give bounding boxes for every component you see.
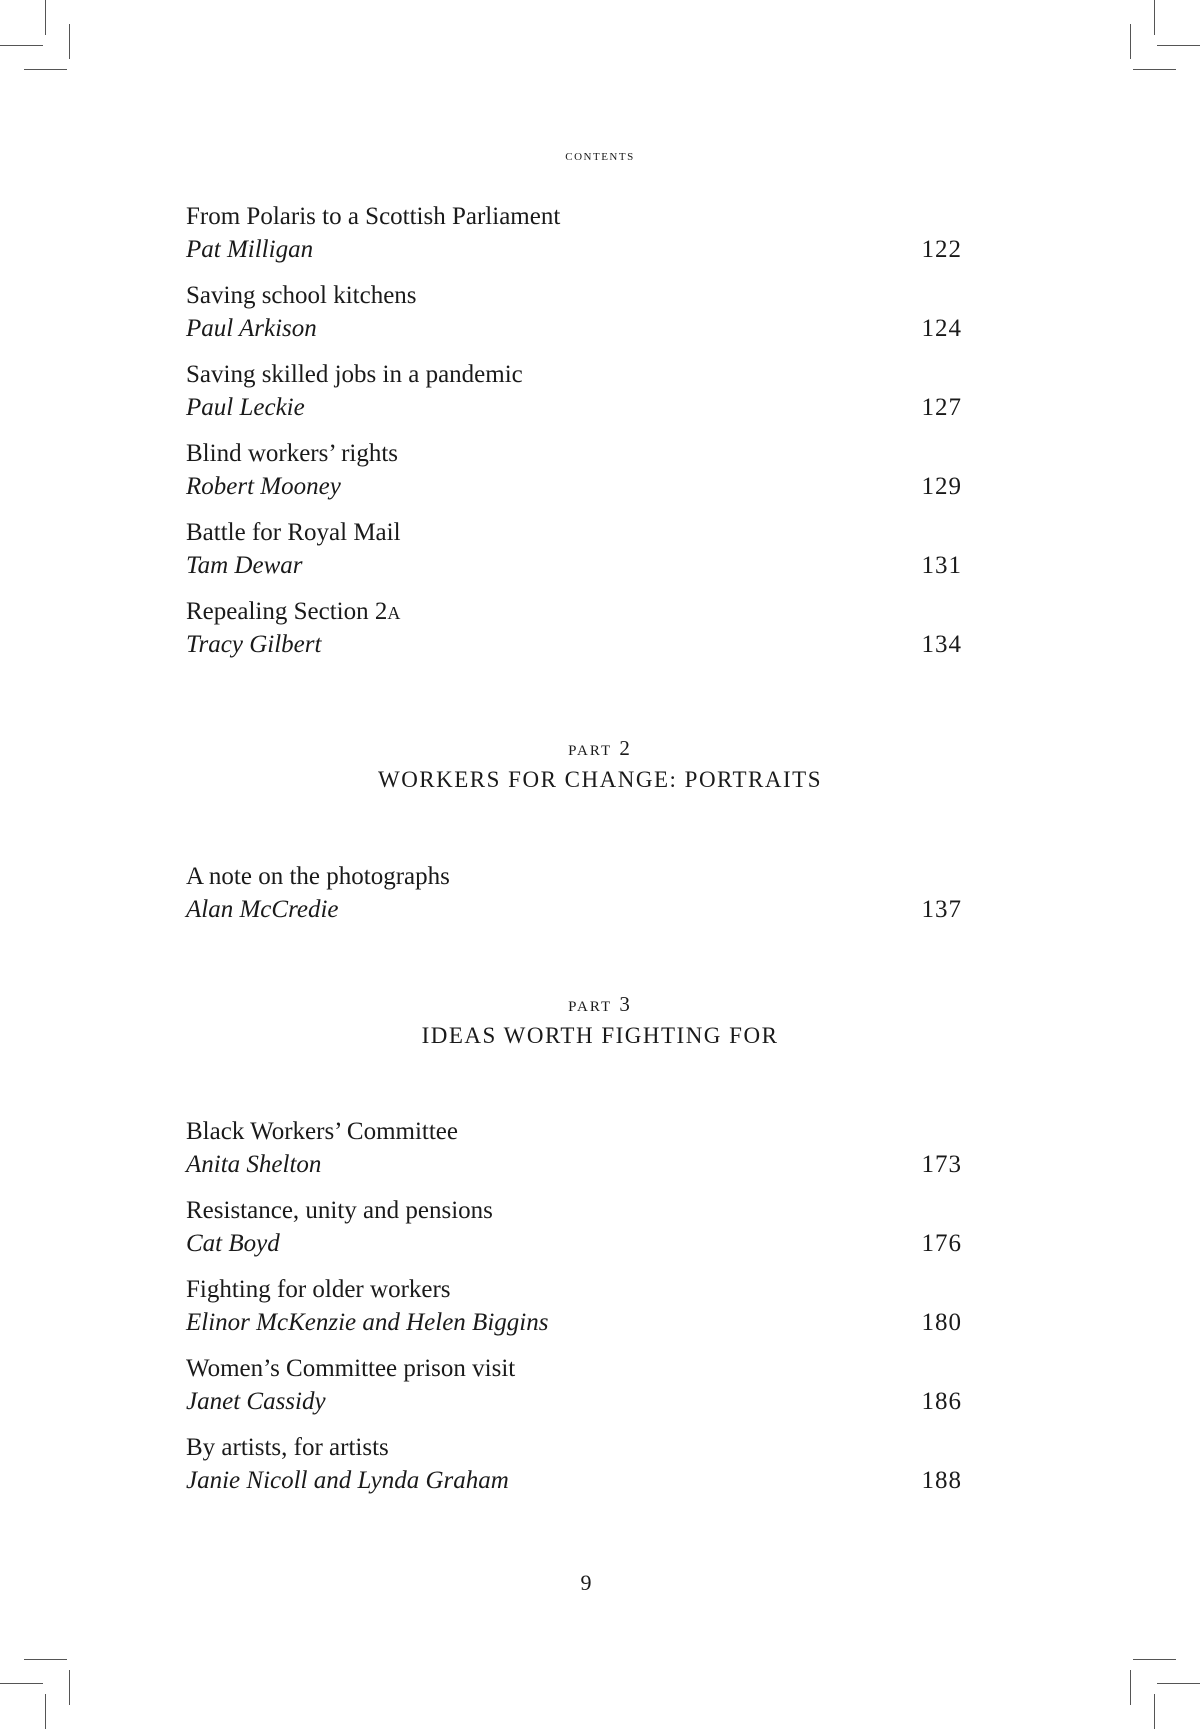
crop-mark [69, 1670, 70, 1705]
entry-author: Cat Boyd [186, 1230, 280, 1257]
entry-title: Women’s Committee prison visit [186, 1355, 516, 1382]
crop-mark [1157, 45, 1200, 46]
crop-mark [0, 45, 43, 46]
page-number-footer: 9 [580, 1570, 592, 1595]
entry-author: Paul Arkison [186, 315, 317, 342]
toc-entry[interactable] [186, 358, 962, 424]
entry-title: Blind workers’ rights [186, 440, 399, 467]
entry-author: Alan McCredie [186, 896, 339, 923]
toc-entry[interactable] [186, 595, 962, 661]
entry-page-number: 134 [921, 631, 962, 658]
entry-page-number: 188 [921, 1467, 962, 1494]
entry-page-number: 186 [921, 1388, 962, 1415]
entry-title: Saving skilled jobs in a pandemic [186, 361, 523, 388]
running-head: contents [565, 148, 635, 164]
entry-title: Black Workers’ Committee [186, 1118, 458, 1145]
entry-author: Tam Dewar [186, 552, 303, 579]
toc-entry[interactable] [186, 279, 962, 345]
entry-page-number: 176 [921, 1230, 962, 1257]
entry-page-number: 124 [921, 315, 962, 342]
toc-entry[interactable] [186, 860, 962, 926]
crop-mark [1154, 1694, 1155, 1729]
crop-mark [24, 69, 67, 70]
entry-author: Janie Nicoll and Lynda Graham [186, 1467, 509, 1494]
entry-author: Paul Leckie [186, 394, 305, 421]
part-heading [0, 733, 1200, 797]
entry-author: Anita Shelton [186, 1151, 322, 1178]
crop-mark [1133, 1659, 1176, 1660]
entry-page-number: 129 [921, 473, 962, 500]
crop-mark [45, 0, 46, 35]
toc-part-3 [186, 1115, 962, 1510]
entry-title: A note on the photographs [186, 863, 450, 890]
entry-title [186, 595, 962, 628]
crop-mark [0, 1683, 43, 1684]
toc-entry[interactable] [186, 200, 962, 266]
entry-title: Resistance, unity and pensions [186, 1197, 493, 1224]
toc-entry[interactable] [186, 1194, 962, 1260]
part-title: WORKERS FOR CHANGE: PORTRAITS [377, 767, 823, 792]
entry-page-number: 127 [921, 394, 962, 421]
crop-mark [24, 1659, 67, 1660]
entry-title: From Polaris to a Scottish Parliament [186, 203, 561, 230]
part-label: part 3 [568, 992, 632, 1016]
entry-author: Tracy Gilbert [186, 631, 322, 658]
toc-entry[interactable] [186, 437, 962, 503]
crop-mark [1130, 1670, 1131, 1705]
crop-mark [69, 24, 70, 59]
part-heading [0, 989, 1200, 1053]
entry-title-smallcaps: 2a [374, 598, 401, 625]
entry-author: Janet Cassidy [186, 1388, 326, 1415]
crop-mark [1154, 0, 1155, 35]
entry-page-number: 122 [921, 236, 962, 263]
entry-author: Elinor McKenzie and Helen Biggins [186, 1309, 549, 1336]
toc-entry[interactable] [186, 516, 962, 582]
entry-title: Saving school kitchens [186, 282, 417, 309]
toc-part-2 [186, 860, 962, 939]
toc-entry[interactable] [186, 1115, 962, 1181]
toc-entry[interactable] [186, 1431, 962, 1497]
entry-title: Fighting for older workers [186, 1276, 451, 1303]
entry-page-number: 137 [921, 896, 962, 923]
entry-page-number: 131 [921, 552, 962, 579]
crop-mark [1130, 24, 1131, 59]
entry-page-number: 180 [921, 1309, 962, 1336]
toc-entry[interactable] [186, 1273, 962, 1339]
part-label: part 2 [568, 736, 632, 760]
entry-page-number: 173 [921, 1151, 962, 1178]
toc-entry[interactable] [186, 1352, 962, 1418]
entry-author: Pat Milligan [186, 236, 314, 263]
entry-title-text: Repealing Section [186, 598, 375, 625]
entry-author: Robert Mooney [186, 473, 341, 500]
crop-mark [45, 1694, 46, 1729]
crop-mark [1133, 69, 1176, 70]
part-title: IDEAS WORTH FIGHTING FOR [421, 1023, 779, 1048]
toc-section-1 [186, 200, 962, 674]
crop-mark [1157, 1683, 1200, 1684]
entry-title: By artists, for artists [186, 1434, 389, 1461]
entry-title: Battle for Royal Mail [186, 519, 401, 546]
